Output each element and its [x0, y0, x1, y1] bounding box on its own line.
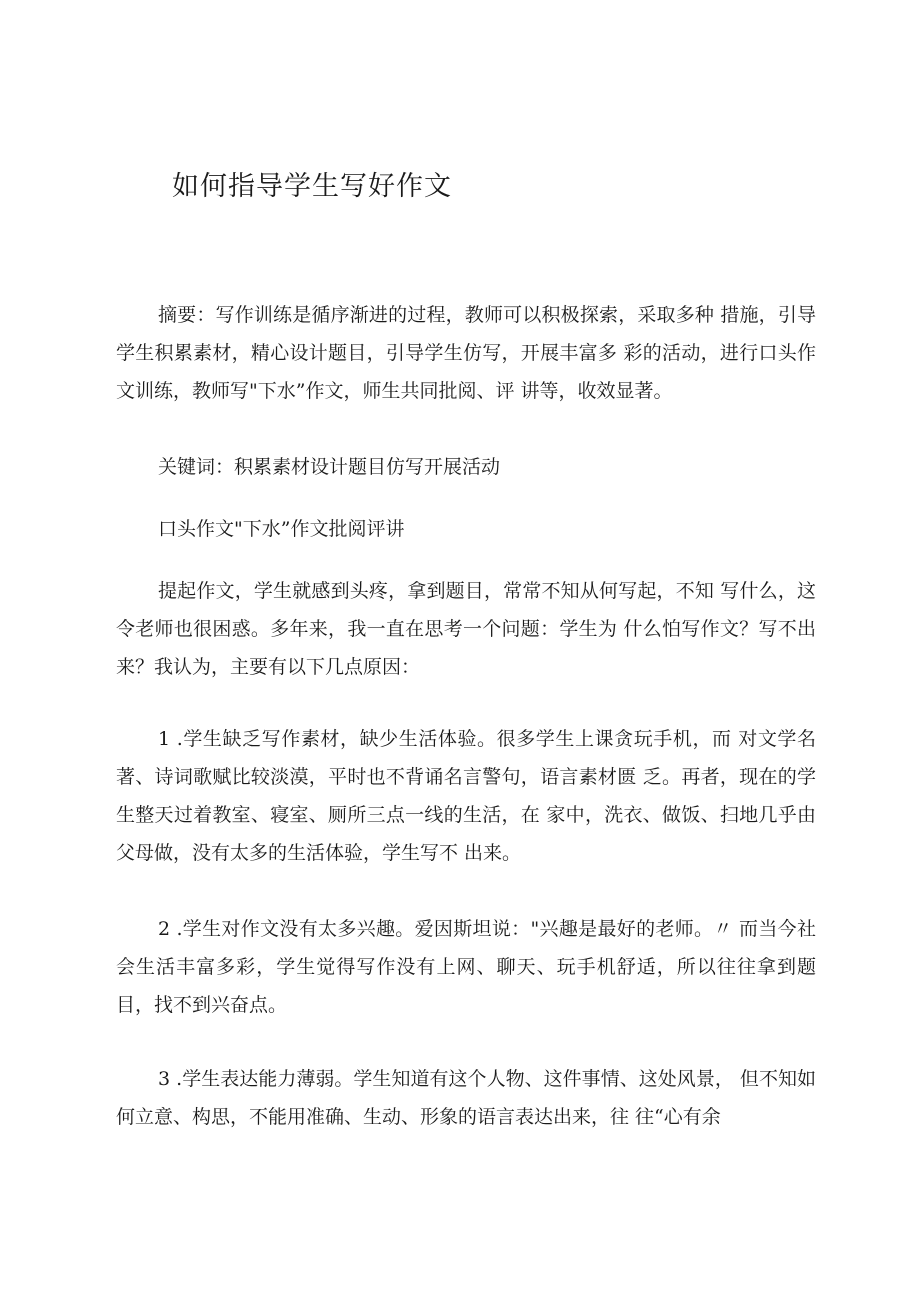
document-title: 如何指导学生写好作文 — [172, 171, 452, 202]
intro-paragraph: 提起作文，学生就感到头疼，拿到题目，常常不知从何写起，不知 写什么，这令老师也很困惑。多年来，我一直在思考一个问题：学生为 什么怕写作文？写不出来？我认为，主要有以下几点原因： — [116, 580, 816, 678]
abstract-paragraph: 摘要：写作训练是循序渐进的过程，教师可以积极探索，采取多种 措施，引导学生积累素材，精心设计题目，引导学生仿写，开展丰富多 彩的活动，进行口头作文训练，教师写"下水”作文，师生共同批阅、评 讲等，收效显著。 — [116, 304, 816, 402]
reason-2-paragraph: 2 .学生对作文没有太多兴趣。爱因斯坦说："兴趣是最好的老师。〃 而当今社会生活丰富多彩，学生觉得写作没有上网、聊天、玩手机舒适，所以往往拿到题目，找不到兴奋点。 — [116, 918, 816, 1016]
reason-1-paragraph: 1 .学生缺乏写作素材，缺少生活体验。很多学生上课贪玩手机，而 对文学名著、诗词歌赋比较淡漠，平时也不背诵名言警句，语言素材匮 乏。再者，现在的学生整天过着教室、寝室、厕所三点一线的生活，在 家中，洗衣、做饭、扫地几乎由父母做，没有太多的生活体验，学生写不 出来。 — [116, 728, 816, 864]
keywords-paragraph: 关键词：积累素材设计题目仿写开展活动 — [158, 456, 501, 478]
keywords-continuation-paragraph: 口头作文"下水”作文批阅评讲 — [158, 518, 405, 540]
reason-3-paragraph: 3 .学生表达能力薄弱。学生知道有这个人物、这件事情、这处风景， 但不知如何立意、构思，不能用准确、生动、形象的语言表达出来，往 往“心有余 — [116, 1068, 816, 1128]
